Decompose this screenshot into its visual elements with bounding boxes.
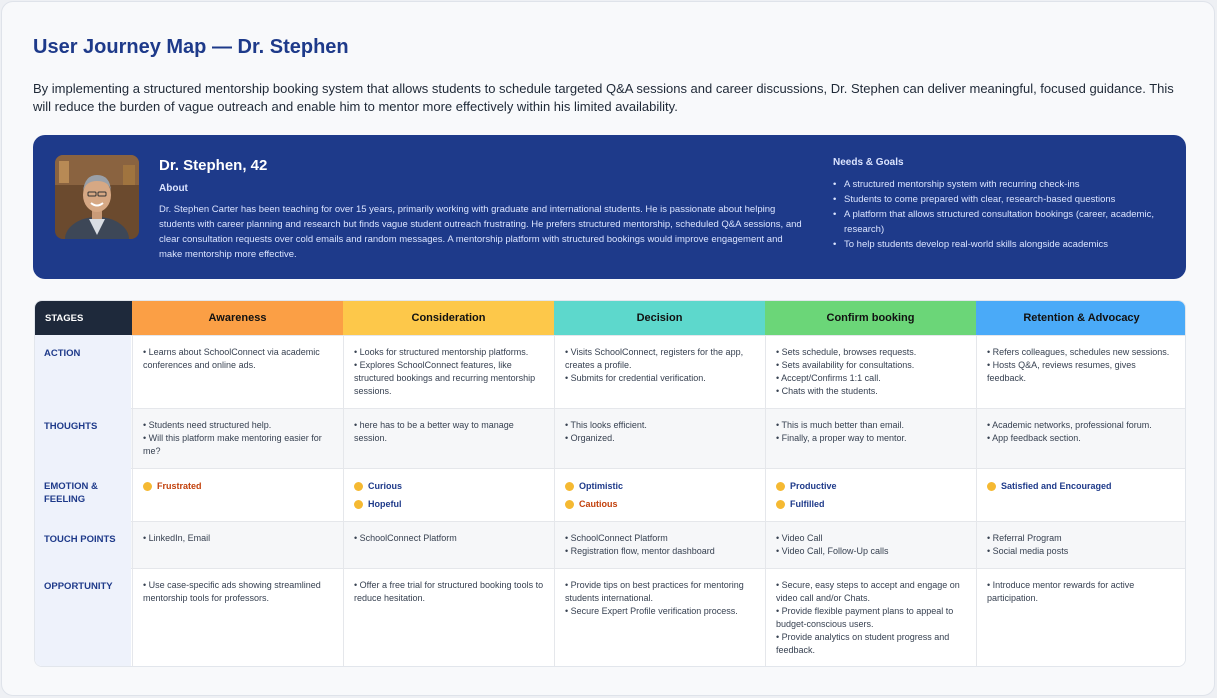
table-cell xyxy=(765,568,976,667)
needs-item: • A structured mentorship system with recurring check-ins xyxy=(833,177,1163,192)
row-label-opportunity: OPPORTUNITY xyxy=(35,568,131,667)
emoji-face-icon xyxy=(565,500,574,509)
emotion-tag xyxy=(987,477,1177,495)
table-cell xyxy=(765,521,976,568)
table-cell xyxy=(343,521,554,568)
emotion-tag xyxy=(354,477,544,495)
cell-line: • here has to be a better way to manage session. xyxy=(354,420,514,443)
about-text: Dr. Stephen Carter has been teaching for over 15 years, primarily working with graduate and international students. He is passionate about helping students with career planning and research but finds vague student outreach frustrating. He prefers structured mentorship, scheduled Q&A sessions, and clear consultation requests over cold emails and random messages. A mentorship platform with structured bookings would improve engagement and make mentorship more effective. xyxy=(159,204,802,260)
cell-line: • Offer a free trial for structured booking tools to reduce hesitation. xyxy=(354,580,544,603)
cell-line: • Social media posts xyxy=(987,546,1069,556)
emotion-tag xyxy=(565,495,755,513)
cell-line: • Will this platform make mentoring easier for me? xyxy=(143,433,322,456)
emotion-label: Frustrated xyxy=(157,480,202,491)
table-cell xyxy=(976,335,1186,408)
row-label-action: ACTION xyxy=(35,335,131,408)
needs-list xyxy=(833,177,1163,252)
cell-line: • App feedback section. xyxy=(987,433,1081,443)
cell-line: • Organized. xyxy=(565,433,615,443)
emotion-label: Optimistic xyxy=(579,480,624,491)
table-cell xyxy=(132,521,343,568)
cell-line: • Introduce mentor rewards for active participation. xyxy=(987,580,1135,603)
cell-line: • Referral Program xyxy=(987,533,1062,543)
cell-line: • Refers colleagues, schedules new sessions. xyxy=(987,347,1170,357)
table-cell xyxy=(554,408,765,468)
about-heading: About xyxy=(159,183,188,194)
persona-name: Dr. Stephen, 42 xyxy=(159,157,268,174)
journey-table xyxy=(34,300,1186,667)
emotion-tag xyxy=(776,495,966,513)
emotion-tag xyxy=(143,477,333,495)
table-cell xyxy=(343,568,554,667)
table-cell xyxy=(132,468,343,521)
table-cell xyxy=(765,335,976,408)
stage-header-confirm-booking: Confirm booking xyxy=(765,301,976,335)
emoji-face-icon xyxy=(776,500,785,509)
emotion-label: Cautious xyxy=(579,498,618,509)
table-cell xyxy=(976,521,1186,568)
emotion-tag xyxy=(565,477,755,495)
cell-line: • This looks efficient. xyxy=(565,420,647,430)
cell-line: • Explores SchoolConnect features, like structured bookings and recurring mentorship sessions. xyxy=(354,360,536,396)
row-label-emotion: EMOTION & FEELING xyxy=(35,468,131,521)
needs-item: • A platform that allows structured consultation bookings (career, academic, research) xyxy=(833,207,1163,237)
table-cell xyxy=(765,408,976,468)
emotion-tag xyxy=(776,477,966,495)
table-cell xyxy=(554,568,765,667)
cell-line: • Provide tips on best practices for mentoring students international. xyxy=(565,580,744,603)
needs-item: • Students to come prepared with clear, research-based questions xyxy=(833,192,1163,207)
table-cell xyxy=(554,468,765,521)
table-cell xyxy=(132,568,343,667)
cell-line: • Provide flexible payment plans to appeal to budget-conscious users. xyxy=(776,606,954,629)
needs-item: • To help students develop real-world skills alongside academics xyxy=(833,237,1163,252)
emotion-label: Productive xyxy=(790,480,837,491)
emoji-face-icon xyxy=(987,482,996,491)
cell-line: • Academic networks, professional forum. xyxy=(987,420,1152,430)
stage-header-retention-advocacy: Retention & Advocacy xyxy=(976,301,1186,335)
emotion-tag xyxy=(354,495,544,513)
persona-card xyxy=(33,135,1186,279)
cell-line: • SchoolConnect Platform xyxy=(354,533,457,543)
intro-text: By implementing a structured mentorship booking system that allows students to schedule targeted Q&A sessions and career discussions, Dr. Stephen can deliver meaningful, focused guidance. This will reduce the burden of vague outreach and enable him to mentor more effectively within his limited availability. xyxy=(33,81,1174,114)
emotion-label: Satisfied and Encouraged xyxy=(1001,480,1112,491)
row-label-thoughts: THOUGHTS xyxy=(35,408,131,468)
table-cell xyxy=(976,408,1186,468)
cell-line: • Secure, easy steps to accept and engage on video call and/or Chats. xyxy=(776,580,960,603)
cell-line: • Use case-specific ads showing streamlined mentorship tools for professors. xyxy=(143,580,321,603)
table-cell xyxy=(976,568,1186,667)
cell-line: • Looks for structured mentorship platforms. xyxy=(354,347,529,357)
cell-line: • Secure Expert Profile verification process. xyxy=(565,606,738,616)
row-label-touch: TOUCH POINTS xyxy=(35,521,131,568)
cell-line: • Finally, a proper way to mentor. xyxy=(776,433,907,443)
table-cell xyxy=(343,408,554,468)
cell-line: • This is much better than email. xyxy=(776,420,905,430)
cell-line: • Chats with the students. xyxy=(776,386,878,396)
emotion-label: Fulfilled xyxy=(790,498,825,509)
stage-header-awareness: Awareness xyxy=(132,301,343,335)
cell-line: • Sets schedule, browses requests. xyxy=(776,347,917,357)
cell-line: • Learns about SchoolConnect via academic conferences and online ads. xyxy=(143,347,320,370)
cell-line: • SchoolConnect Platform xyxy=(565,533,668,543)
table-cell xyxy=(132,408,343,468)
emoji-face-icon xyxy=(143,482,152,491)
page-title: User Journey Map — Dr. Stephen xyxy=(33,36,349,58)
cell-line: • Video Call, Follow-Up calls xyxy=(776,546,889,556)
cell-line: • Video Call xyxy=(776,533,823,543)
table-cell xyxy=(554,335,765,408)
table-cell xyxy=(976,468,1186,521)
cell-line: • Provide analytics on student progress and feedback. xyxy=(776,632,950,655)
emotion-label: Curious xyxy=(368,480,403,491)
emoji-face-icon xyxy=(354,500,363,509)
table-cell xyxy=(132,335,343,408)
cell-line: • Submits for credential verification. xyxy=(565,373,706,383)
table-cell xyxy=(554,521,765,568)
cell-line: • LinkedIn, Email xyxy=(143,533,211,543)
cell-line: • Visits SchoolConnect, registers for the app, creates a profile. xyxy=(565,347,744,370)
emoji-face-icon xyxy=(565,482,574,491)
cell-line: • Students need structured help. xyxy=(143,420,272,430)
stage-header-consideration: Consideration xyxy=(343,301,554,335)
table-cell xyxy=(765,468,976,521)
cell-line: • Hosts Q&A, reviews resumes, gives feedback. xyxy=(987,360,1136,383)
emoji-face-icon xyxy=(776,482,785,491)
table-cell xyxy=(343,335,554,408)
needs-heading: Needs & Goals xyxy=(833,157,904,168)
persona-avatar xyxy=(55,155,139,239)
journey-map-card xyxy=(1,1,1215,696)
cell-line: • Registration flow, mentor dashboard xyxy=(565,546,715,556)
table-cell xyxy=(343,468,554,521)
stages-header: STAGES xyxy=(35,301,132,335)
emotion-label: Hopeful xyxy=(368,498,402,509)
cell-line: • Sets availability for consultations. xyxy=(776,360,915,370)
cell-line: • Accept/Confirms 1:1 call. xyxy=(776,373,881,383)
emoji-face-icon xyxy=(354,482,363,491)
stage-header-decision: Decision xyxy=(554,301,765,335)
